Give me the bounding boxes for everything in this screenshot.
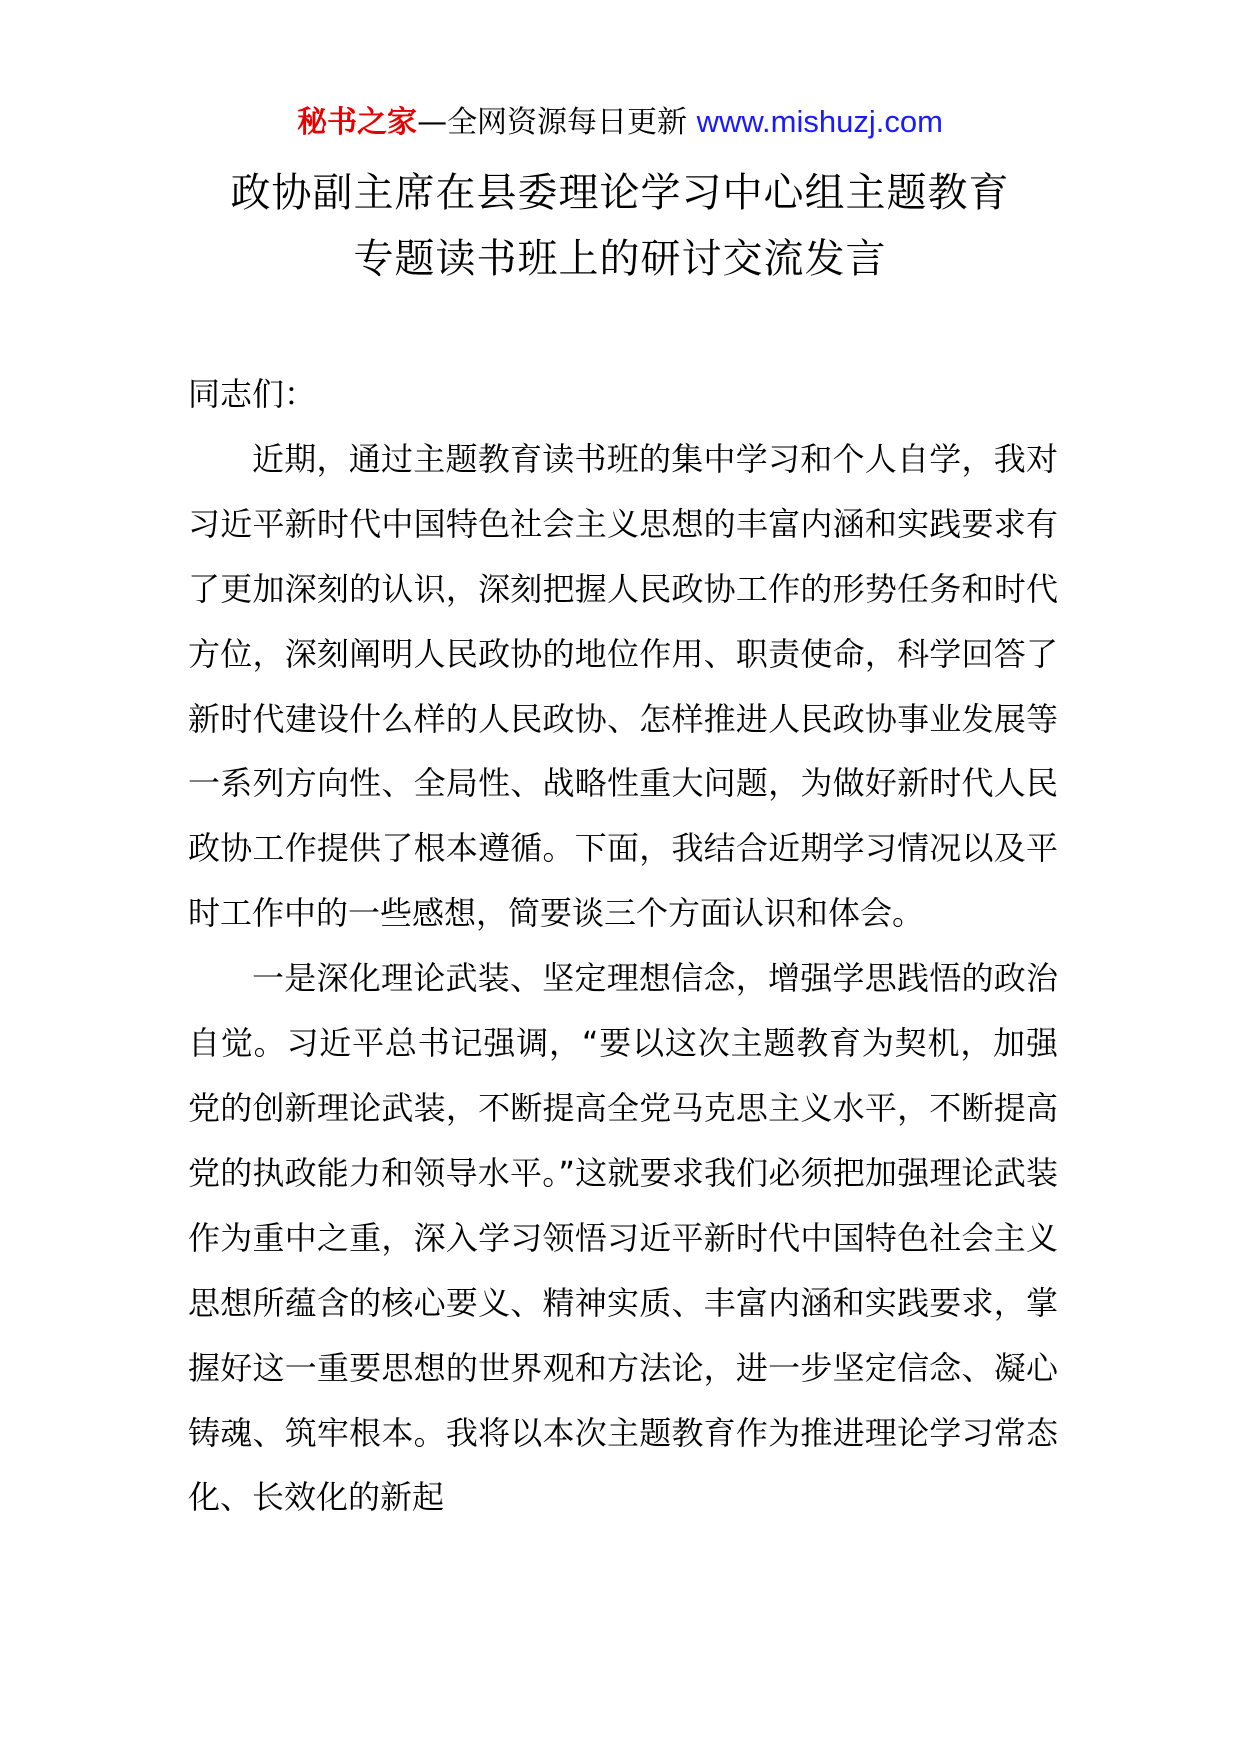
paragraph-intro: 近期，通过主题教育读书班的集中学习和个人自学，我对习近平新时代中国特色社会主义思想的丰富内涵和实践要求有了更加深刻的认识，深刻把握人民政协工作的形势任务和时代方位，深刻阐明人民政协的地位作用、职责使命，科学回答了新时代建设什么样的人民政协、怎样推进人民政协事业发展等一系列方向性、全局性、战略性重大问题，为做好新时代人民政协工作提供了根本遵循。下面，我结合近期学习情况以及平时工作中的一些感想，简要谈三个方面认识和体会。 (188, 439, 1058, 933)
paragraph-point-one-lead: 一是深化理论武装、坚定理想信念，增强学思践悟的政治自觉。 (188, 959, 1058, 1063)
paragraph-point-one (188, 946, 1058, 1530)
salutation: 同志们： (188, 375, 317, 413)
document-title-line-2: 专题读书班上的研讨交流发言 (353, 236, 887, 282)
banner-brand: 秘书之家 (297, 105, 418, 140)
document-body (188, 362, 1058, 1530)
site-banner (0, 100, 1240, 145)
paragraph-point-one-body: 习近平总书记强调，“要以这次主题教育为契机，加强党的创新理论武装，不断提高全党马克思主义水平，不断提高党的执政能力和领导水平。”这就要求我们必须把加强理论武装作为重中之重，深入学习领悟习近平新时代中国特色社会主义思想所蕴含的核心要义、精神实质、丰富内涵和实践要求，掌握好这一重要思想的世界观和方法论，进一步坚定信念、凝心铸魂、筑牢根本。我将以本次主题教育作为推进理论学习常态化、长效化的新起 (188, 1024, 1058, 1517)
banner-url-link[interactable]: www.mishuzj.com (696, 104, 943, 139)
document-title-line-1: 政协副主席在县委理论学习中心组主题教育 (230, 170, 1010, 216)
banner-tagline: —全网资源每日更新 (417, 105, 697, 140)
